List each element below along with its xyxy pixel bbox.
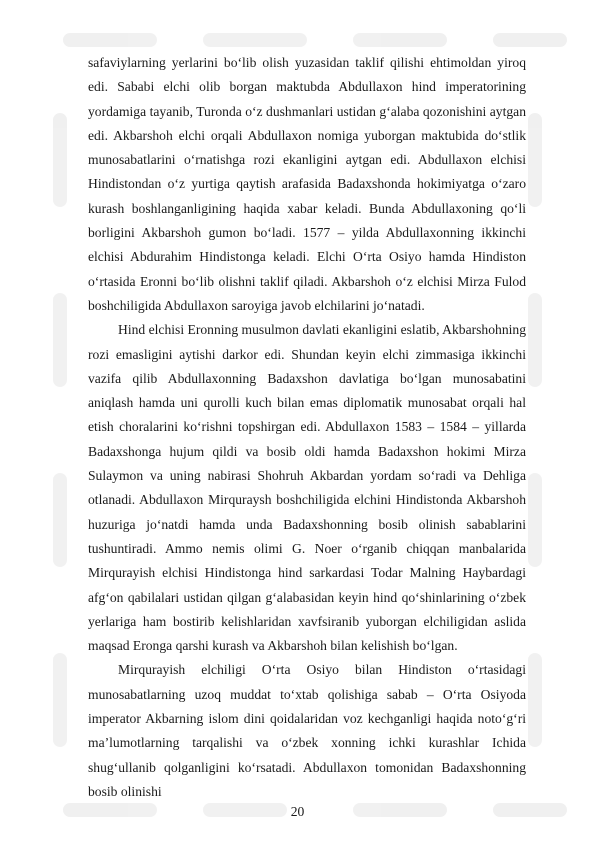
paragraph-1: safaviylarning yerlarini bo‘lib olish yuzasidan taklif qilishi ehtimoldan yiroq edi. Sababi elchi olib borgan maktubda Abdullaxon hind imperatorining yordamiga tayanib, Turonda o‘z dushmanlari ustidan g‘alaba qozonishini aytgan edi. Akbarshoh elchi orqali Abdullaxon nomiga yuborgan maktubida do‘stlik munosabatlarini o‘rnatishga rozi ekanligini aytgan edi. Abdullaxon elchisi Hindistondan o‘z yurtiga qaytish arafasida Badaxshonda hokimiyatga o‘zaro kurash boshlanganligining haqida xabar keladi. Bunda Abdullaxoning qo‘li borligini Akbarshoh gumon bo‘ladi. 1577 – yilda Abdullaxonning ikkinchi elchisi Abdurahim Hindistonga keladi. Elchi O‘rta Osiyo hamda Hindiston o‘rtasida Eronni bo‘lib olishni taklif qiladi. Akbarshoh o‘z elchisi Mirza Fulod boshchiligida Abdullaxon saroyiga javob elchilarini jo‘natadi. xyxy=(88,55,526,313)
paragraph-2: Hind elchisi Eronning musulmon davlati ekanligini eslatib, Akbarshohning rozi emasligini aytishi darkor edi. Shundan keyin elchi zimmasiga ikkinchi vazifa qilib Abdullaxonning Badaxshon davlatiga bo‘lgan munosabatini aniqlash hamda uni qurolli kuch bilan emas diplomatik munosabat orqali hal etish choralarini ko‘rishni topshirgan edi. Abdullaxon 1583 – 1584 – yillarda Badaxshonga hujum qildi va bosib oldi hamda Badaxshon hokimi Mirza Sulaymon va uning nabirasi Shohruh Akbardan yordam so‘radi va Dehliga otlanadi. Abdullaxon Mirquraysh boshchiligida elchini Hindistonda Akbarshoh huzuriga jo‘natdi hamda unda Badaxshonning bosib olinish sabablarini tushuntiradi. Ammo nemis olimi G. Noer o‘rganib chiqqan manbalarida Mirqurayish elchisi Hindistonga hind sarkardasi Todar Malning Haybardagi afg‘on qabilalari ustidan qilgan g‘alabasidan keyin hind qo‘shinlarining o‘zbek yerlariga ham bostirib kelishlaridan xavfsiranib yuborgan elchiligidan aslida maqsad Eronga qarshi kurash va Akbarshoh bilan kelishish bo‘lgan. xyxy=(88,322,526,654)
page-body xyxy=(88,51,526,804)
paragraph-3: Mirqurayish elchiligi O‘rta Osiyo bilan Hindiston o‘rtasidagi munosabatlarning uzoq muddat to‘xtab qolishiga sabab – O‘rta Osiyoda imperator Akbarning islom dini qoidalaridan voz kechganligi haqida noto‘g‘ri ma’lumotlarning tarqalishi va o‘zbek xonning ichki kurashlar Ichida shug‘ullanib qolganligini ko‘rsatadi. Abdullaxon tomonidan Badaxshonning bosib olinishi xyxy=(88,662,526,799)
page-number: 20 xyxy=(290,804,305,819)
